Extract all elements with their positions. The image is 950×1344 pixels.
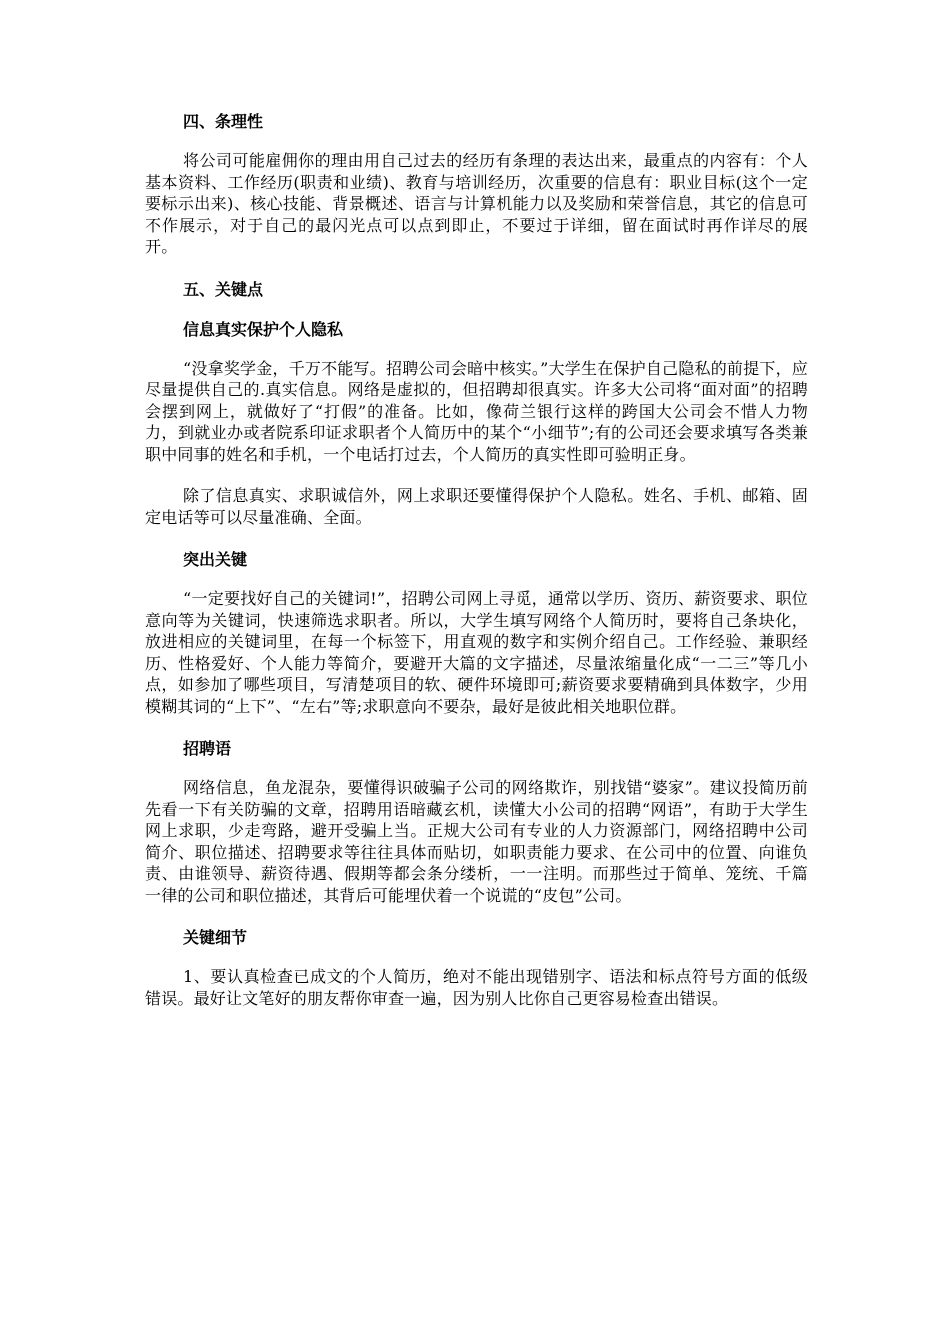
paragraph-recruit-language: 网络信息，鱼龙混杂，要懂得识破骗子公司的网络欺诈，别找错“婆家”。建议投简历前先看一下有关防骗的文章，招聘用语暗藏玄机，读懂大小公司的招聘“网语”，有助于大学生网上求职，少走弯路，避开受骗上当。正规大公司有专业的人力资源部门，网络招聘中公司简介、职位描述、招聘要求等往往具体而贴切，如职责能力要求、在公司中的位置、向谁负责、由谁领导、薪资待遇、假期等都会条分缕析，一一注明。而那些过于简单、笼统、千篇一律的公司和职位描述，其背后可能埋伏着一个说谎的“皮包”公司。 — [145, 778, 808, 905]
paragraph-key-details-1: 1、要认真检查已成文的个人简历，绝对不能出现错别字、语法和标点符号方面的低级错误。最好让文笔好的朋友帮你审查一遍，因为别人比你自己更容易检查出错误。 — [145, 967, 808, 1008]
paragraph-truthful-info: “没拿奖学金，千万不能写。招聘公司会暗中核实。”大学生在保护自己隐私的前提下，应尽量提供自己的.真实信息。网络是虚拟的，但招聘却很真实。许多大公司将“面对面”的招聘会摆到网上，就做好了“打假”的准备。比如，像荷兰银行这样的跨国大公司会不惜人力物力，到就业办或者院系印证求职者个人简历中的某个“小细节”;有的公司还会要求填写各类兼职中同事的姓名和手机，一个电话打过去，个人简历的真实性即可验明正身。 — [145, 358, 808, 464]
section-heading-key-points: 五、关键点 — [183, 279, 264, 299]
subheading-recruit-language: 招聘语 — [183, 739, 232, 758]
subheading-privacy: 信息真实保护个人隐私 — [183, 319, 344, 339]
section-heading-organization: 四、条理性 — [183, 112, 264, 131]
subheading-key-details: 关键细节 — [183, 928, 248, 947]
subheading-highlight-keywords: 突出关键 — [183, 550, 248, 569]
paragraph-privacy: 除了信息真实、求职诚信外，网上求职还要懂得保护个人隐私。姓名、手机、邮箱、固定电话等可以尽量准确、全面。 — [145, 486, 808, 527]
document-page — [145, 110, 808, 1029]
paragraph-organization: 将公司可能雇佣你的理由用自己过去的经历有条理的表达出来，最重点的内容有：个人基本资料、工作经历(职责和业绩)、教育与培训经历，次重要的信息有：职业目标(这个一定要标示出来)、核心技能、背景概述、语言与计算机能力以及奖励和荣誉信息，其它的信息可不作展示，对于自己的最闪光点可以点到即止，不要过于详细，留在面试时再作详尽的展开。 — [145, 151, 808, 256]
paragraph-keywords: “一定要找好自己的关键词!”，招聘公司网上寻觅，通常以学历、资历、薪资要求、职位意向等为关键词，快速筛选求职者。所以，大学生填写网络个人简历时，要将自己条块化，放进相应的关键词里，在每一个标签下，用直观的数字和实例介绍自己。工作经验、兼职经历、性格爱好、个人能力等简介，要避开大篇的文字描述，尽量浓缩量化成“一二三”等几小点，如参加了哪些项目，写清楚项目的软、硬件环境即可;薪资要求要精确到具体数字，少用模糊其词的“上下”、“左右”等;求职意向不要杂，最好是彼此相关地职位群。 — [145, 589, 808, 716]
